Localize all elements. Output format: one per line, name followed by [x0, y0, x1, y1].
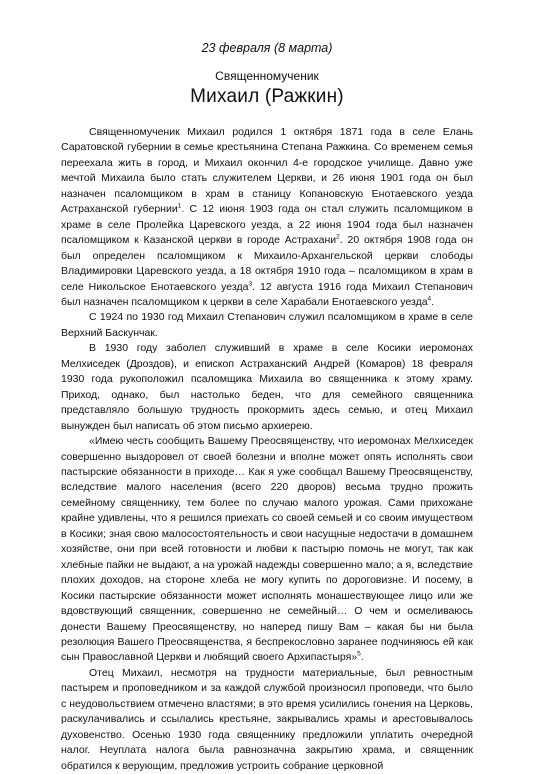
footnote-ref-5[interactable]: 5 — [357, 650, 361, 658]
footnote-ref-2[interactable]: 2 — [336, 233, 340, 241]
paragraph-text: Отец Михаил, несмотря на трудности материальные, был ревностным пастырем и проповедником и за каждой службой произносил проповеди, что было с неудовольствием отмечено властями; в это время усилились гонения на Церковь, раскулачивались и ссылались крестьяне, закрывались храмы и арестовывалось духовенство. Осенью 1930 года священнику предложили уплатить очередной налог. Неуплата налога была равнозначна закрытию храма, и священник обратился к верующим, предложив устроить собрание церковной — [61, 666, 473, 772]
paragraph-text: «Имею честь сообщить Вашему Преосвященству, что иеромонах Мелхиседек совершенно выздоровел от своей болезни и вполне может опять исполнять свои пастырские обязанности в приходе… Как я уже сообщал Вашему Преосвященству, вследствие малого населения (всего 220 дворов) весьма трудно прожить семейному священнику, тем более по случаю малого урожая. Сами прихожане крайне удивлены, что я решился приехать со своей семьей и со своим имуществом в Косики; зная свою малосостоятельность и свои насущные недостачи в домашнем хозяйстве, они при всей готовности и любви к пастырю помочь не могут, так как хлебные пайки не выдают, а на урожай надежды совершенно мало; а я, вследствие плохих доходов, на стороне хлеба не могу купить по дороговизне. И посему, в Косики пастырские обязанности может исполнять монашествующее лицо или же вдовствующий священник, совершенно не семейный… О чем и осмеливаюсь донести Вашему Преосвященству, но наперед пишу Вам – какая бы ни была резолюция Вашего Преосвященства, я беспрекословно заранее подчиняюсь ей как сын Православной Церкви и любящий своего Архипастыря» — [61, 435, 473, 664]
paragraph-text: В 1930 году заболел служивший в храме в селе Косики иеромонах Мелхиседек (Дроздов), и епископ Астраханский Андрей (Комаров) 18 февраля 1930 года рукоположил псаломщика Михаила во священника к этому храму. Приход, однако, был настолько беден, что для семейного священника представляло большую трудность прокормить здесь семью, и отец Михаил вынужден был написать об этом письмо архиерею. — [61, 342, 473, 432]
paragraph-letter-quote — [61, 434, 473, 666]
paragraph-text: . — [360, 651, 364, 664]
paragraph-text: . — [431, 295, 435, 308]
feast-date: 23 февраля (8 марта) — [201, 41, 333, 55]
footnote-ref-1[interactable]: 1 — [177, 202, 182, 210]
paragraph-ordination — [61, 341, 473, 434]
body-text — [61, 125, 473, 774]
footnote-ref-3[interactable]: 3 — [248, 280, 253, 288]
paragraph-text: . С 12 июня 1903 года он стал служить псаломщиком в храме в селе Пролейка Царевского уезда, а 22 июня 1904 года был назначен псаломщиком к Казанской церкви в городе Астрахани — [61, 203, 473, 247]
paragraph-text: Священномученик Михаил родился 1 октября 1871 года в селе Елань Саратовской губернии в семье крестьянина Степана Ражкина. Со временем семья переехала жить в город, и Михаил окончил 4-е городское училище. Давно уже мечтой Михаила было стать служителем Церкви, и 26 июня 1901 года он был назначен псаломщиком в храм в станицу Копановскую Енотаевского уезда Астраханской губернии — [61, 126, 473, 216]
paragraph-text: С 1924 по 1930 год Михаил Степанович служил псаломщиком в храме в селе Верхний Баскунчак. — [61, 311, 473, 339]
saint-rank: Священномученик — [215, 69, 319, 83]
page-title: Михаил (Ражкин) — [190, 86, 344, 107]
paragraph-1924-1930 — [61, 310, 473, 341]
paragraph-text: . 20 октября 1908 года он был определен псаломщиком к Михаило-Архангельской церкви слободы Владимировки Царевского уезда, а 18 октября 1910 года – псаломщиком в храм в селе Никольское Енотаевского уезда — [61, 234, 474, 293]
footnote-ref-4[interactable]: 4 — [427, 295, 432, 303]
paragraph-biography — [61, 125, 473, 310]
paragraph-text: . 12 августа 1916 года Михаил Степанович был назначен псаломщиком к церкви в селе Харабали Енотаевского уезда — [61, 280, 473, 308]
